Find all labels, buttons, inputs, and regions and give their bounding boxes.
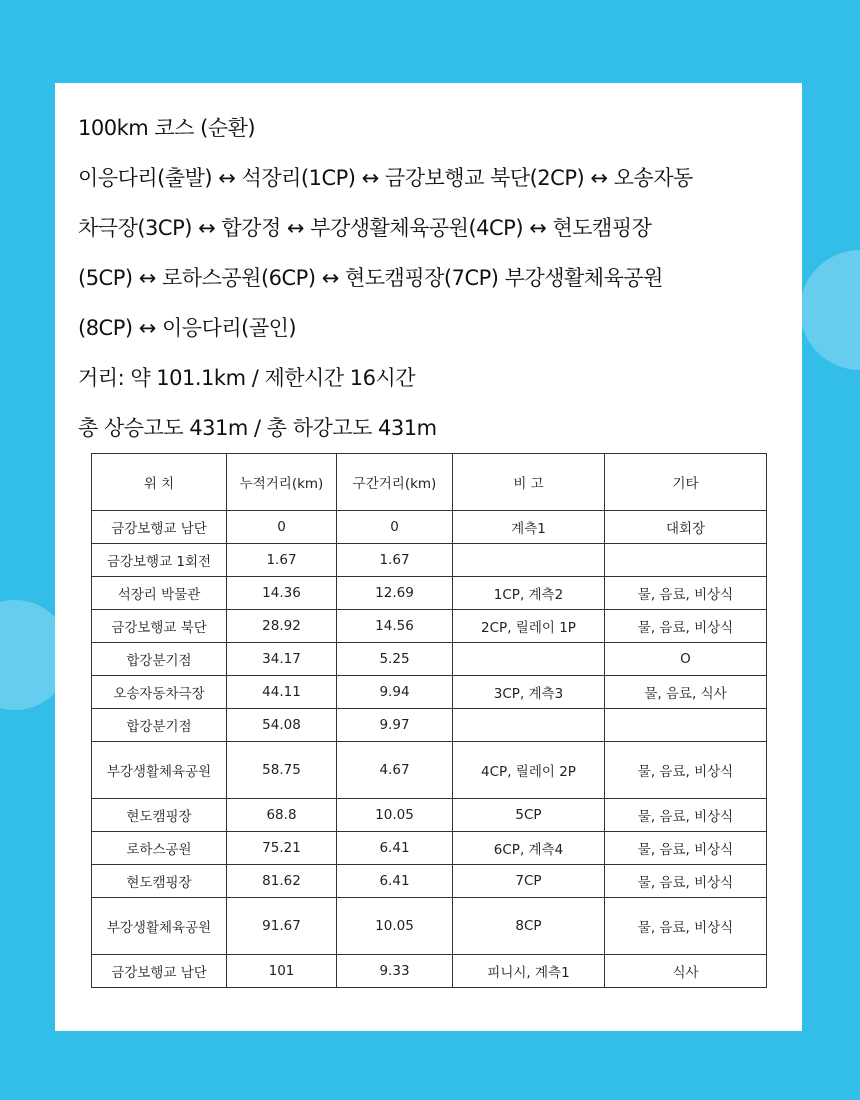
cell-location: 금강보행교 1회전 <box>92 544 227 577</box>
cell-remarks <box>453 643 605 676</box>
cell-other: 물, 음료, 비상식 <box>605 799 767 832</box>
table-row <box>92 511 767 544</box>
table-row <box>92 799 767 832</box>
table-row <box>92 709 767 742</box>
content-card <box>55 83 802 1031</box>
table-row <box>92 544 767 577</box>
cell-other: 물, 음료, 비상식 <box>605 742 767 799</box>
cell-cumulative: 75.21 <box>227 832 337 865</box>
cell-location: 부강생활체육공원 <box>92 742 227 799</box>
cell-other <box>605 709 767 742</box>
cell-section: 4.67 <box>337 742 453 799</box>
cell-other: 식사 <box>605 955 767 988</box>
cell-other: 물, 음료, 비상식 <box>605 610 767 643</box>
cell-cumulative: 54.08 <box>227 709 337 742</box>
table-row <box>92 865 767 898</box>
cell-remarks: 8CP <box>453 898 605 955</box>
cell-location: 로하스공원 <box>92 832 227 865</box>
cell-section: 12.69 <box>337 577 453 610</box>
cell-other: 물, 음료, 식사 <box>605 676 767 709</box>
cell-cumulative: 28.92 <box>227 610 337 643</box>
cell-cumulative: 34.17 <box>227 643 337 676</box>
cell-location: 금강보행교 남단 <box>92 511 227 544</box>
cell-section: 10.05 <box>337 799 453 832</box>
cell-section: 14.56 <box>337 610 453 643</box>
background-decoration-right <box>800 250 860 370</box>
cell-remarks: 2CP, 릴레이 1P <box>453 610 605 643</box>
cell-cumulative: 44.11 <box>227 676 337 709</box>
cell-location: 부강생활체육공원 <box>92 898 227 955</box>
table-row <box>92 643 767 676</box>
cell-other <box>605 544 767 577</box>
table-row <box>92 577 767 610</box>
cell-section: 0 <box>337 511 453 544</box>
cell-remarks <box>453 544 605 577</box>
route-line: (8CP) ↔ 이응다리(골인) <box>78 316 297 340</box>
cell-location: 합강분기점 <box>92 643 227 676</box>
cell-section: 10.05 <box>337 898 453 955</box>
cell-other: 물, 음료, 비상식 <box>605 577 767 610</box>
cell-remarks: 7CP <box>453 865 605 898</box>
cell-section: 9.33 <box>337 955 453 988</box>
cell-remarks <box>453 709 605 742</box>
cell-other: 물, 음료, 비상식 <box>605 898 767 955</box>
cell-section: 6.41 <box>337 832 453 865</box>
cell-location: 금강보행교 남단 <box>92 955 227 988</box>
cell-section: 9.94 <box>337 676 453 709</box>
cell-cumulative: 14.36 <box>227 577 337 610</box>
cell-section: 1.67 <box>337 544 453 577</box>
cell-cumulative: 0 <box>227 511 337 544</box>
table-row <box>92 955 767 988</box>
cell-other: 물, 음료, 비상식 <box>605 865 767 898</box>
elevation-info: 총 상승고도 431m / 총 하강고도 431m <box>78 416 437 440</box>
cell-location: 오송자동차극장 <box>92 676 227 709</box>
course-title: 100km 코스 (순환) <box>78 116 256 140</box>
header-remarks: 비 고 <box>453 454 605 511</box>
cell-cumulative: 1.67 <box>227 544 337 577</box>
header-cumulative-distance: 누적거리(km) <box>227 454 337 511</box>
table-row <box>92 742 767 799</box>
cell-section: 9.97 <box>337 709 453 742</box>
table-header-row <box>92 454 767 511</box>
cell-other: 물, 음료, 비상식 <box>605 832 767 865</box>
cell-other: 대회장 <box>605 511 767 544</box>
cell-remarks: 5CP <box>453 799 605 832</box>
route-line: 차극장(3CP) ↔ 합강정 ↔ 부강생활체육공원(4CP) ↔ 현도캠핑장 <box>78 216 652 240</box>
header-other: 기타 <box>605 454 767 511</box>
distance-limit: 거리: 약 101.1km / 제한시간 16시간 <box>78 366 416 390</box>
cell-location: 현도캠핑장 <box>92 865 227 898</box>
cell-cumulative: 101 <box>227 955 337 988</box>
table-row <box>92 610 767 643</box>
cell-other: O <box>605 643 767 676</box>
cell-cumulative: 58.75 <box>227 742 337 799</box>
cell-cumulative: 68.8 <box>227 799 337 832</box>
course-description <box>78 103 783 453</box>
table-row <box>92 832 767 865</box>
table-row <box>92 676 767 709</box>
cell-cumulative: 81.62 <box>227 865 337 898</box>
cell-remarks: 피니시, 계측1 <box>453 955 605 988</box>
header-section-distance: 구간거리(km) <box>337 454 453 511</box>
cell-location: 합강분기점 <box>92 709 227 742</box>
route-line: 이응다리(출발) ↔ 석장리(1CP) ↔ 금강보행교 북단(2CP) ↔ 오송자동 <box>78 166 693 190</box>
header-location: 위 치 <box>92 454 227 511</box>
checkpoint-table <box>91 453 767 988</box>
cell-remarks: 4CP, 릴레이 2P <box>453 742 605 799</box>
cell-location: 금강보행교 북단 <box>92 610 227 643</box>
cell-location: 현도캠핑장 <box>92 799 227 832</box>
route-line: (5CP) ↔ 로하스공원(6CP) ↔ 현도캠핑장(7CP) 부강생활체육공원 <box>78 266 663 290</box>
cell-section: 6.41 <box>337 865 453 898</box>
table-row <box>92 898 767 955</box>
cell-remarks: 3CP, 계측3 <box>453 676 605 709</box>
cell-section: 5.25 <box>337 643 453 676</box>
cell-remarks: 계측1 <box>453 511 605 544</box>
cell-location: 석장리 박물관 <box>92 577 227 610</box>
cell-remarks: 6CP, 계측4 <box>453 832 605 865</box>
cell-cumulative: 91.67 <box>227 898 337 955</box>
cell-remarks: 1CP, 계측2 <box>453 577 605 610</box>
